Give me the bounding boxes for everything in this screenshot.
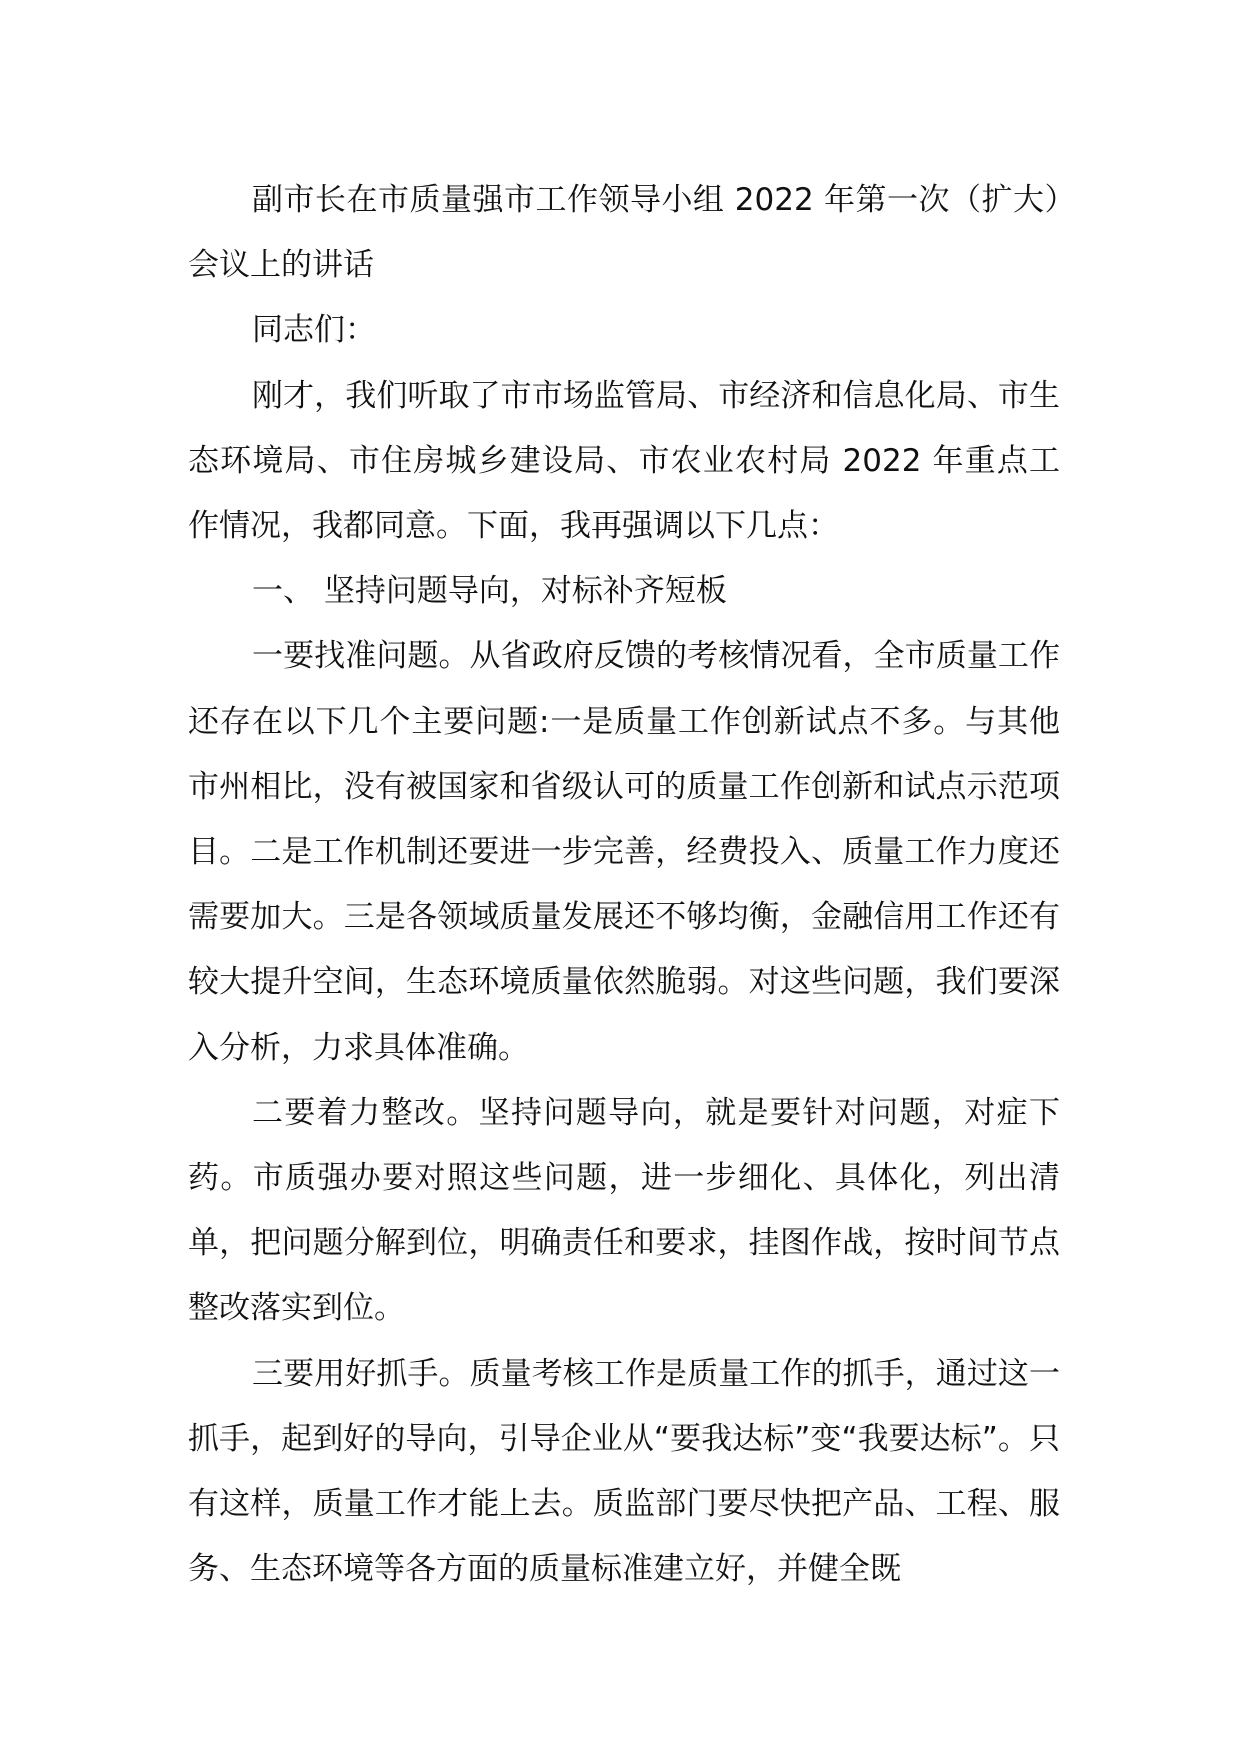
- paragraph-rectify: 二要着力整改。坚持问题导向，就是要针对问题，对症下药。市质强办要对照这些问题，进一步细化、具体化，列出清单，把问题分解到位，明确责任和要求，挂图作战，按时间节点整改落实到位。: [188, 1094, 1060, 1327]
- paragraph-intro: 刚才，我们听取了市市场监管局、市经济和信息化局、市生态环境局、市住房城乡建设局、市农业农村局 2022 年重点工作情况，我都同意。下面，我再强调以下几点：: [188, 377, 1060, 545]
- salutation: 同志们：: [252, 312, 376, 349]
- document-body: [188, 168, 1060, 1602]
- document-title: 副市长在市质量强市工作领导小组 2022 年第一次（扩大）会议上的讲话: [188, 182, 1060, 284]
- paragraph-find-problems: 一要找准问题。从省政府反馈的考核情况看，全市质量工作还存在以下几个主要问题:一是质量工作创新试点不多。与其他市州相比，没有被国家和省级认可的质量工作创新和试点示范项目。二是工作机制还要进一步完善，经费投入、质量工作力度还需要加大。三是各领域质量发展还不够均衡，金融信用工作还有较大提升空间，生态环境质量依然脆弱。对这些问题，我们要深入分析，力求具体准确。: [188, 638, 1060, 1066]
- section-heading-1: 一、 坚持问题导向，对标补齐短板: [252, 573, 727, 610]
- paragraph-use-levers: 三要用好抓手。质量考核工作是质量工作的抓手，通过这一抓手，起到好的导向，引导企业从“要我达标”变“我要达标”。只有这样，质量工作才能上去。质监部门要尽快把产品、工程、服务、生态环境等各方面的质量标准建立好，并健全既: [188, 1355, 1060, 1588]
